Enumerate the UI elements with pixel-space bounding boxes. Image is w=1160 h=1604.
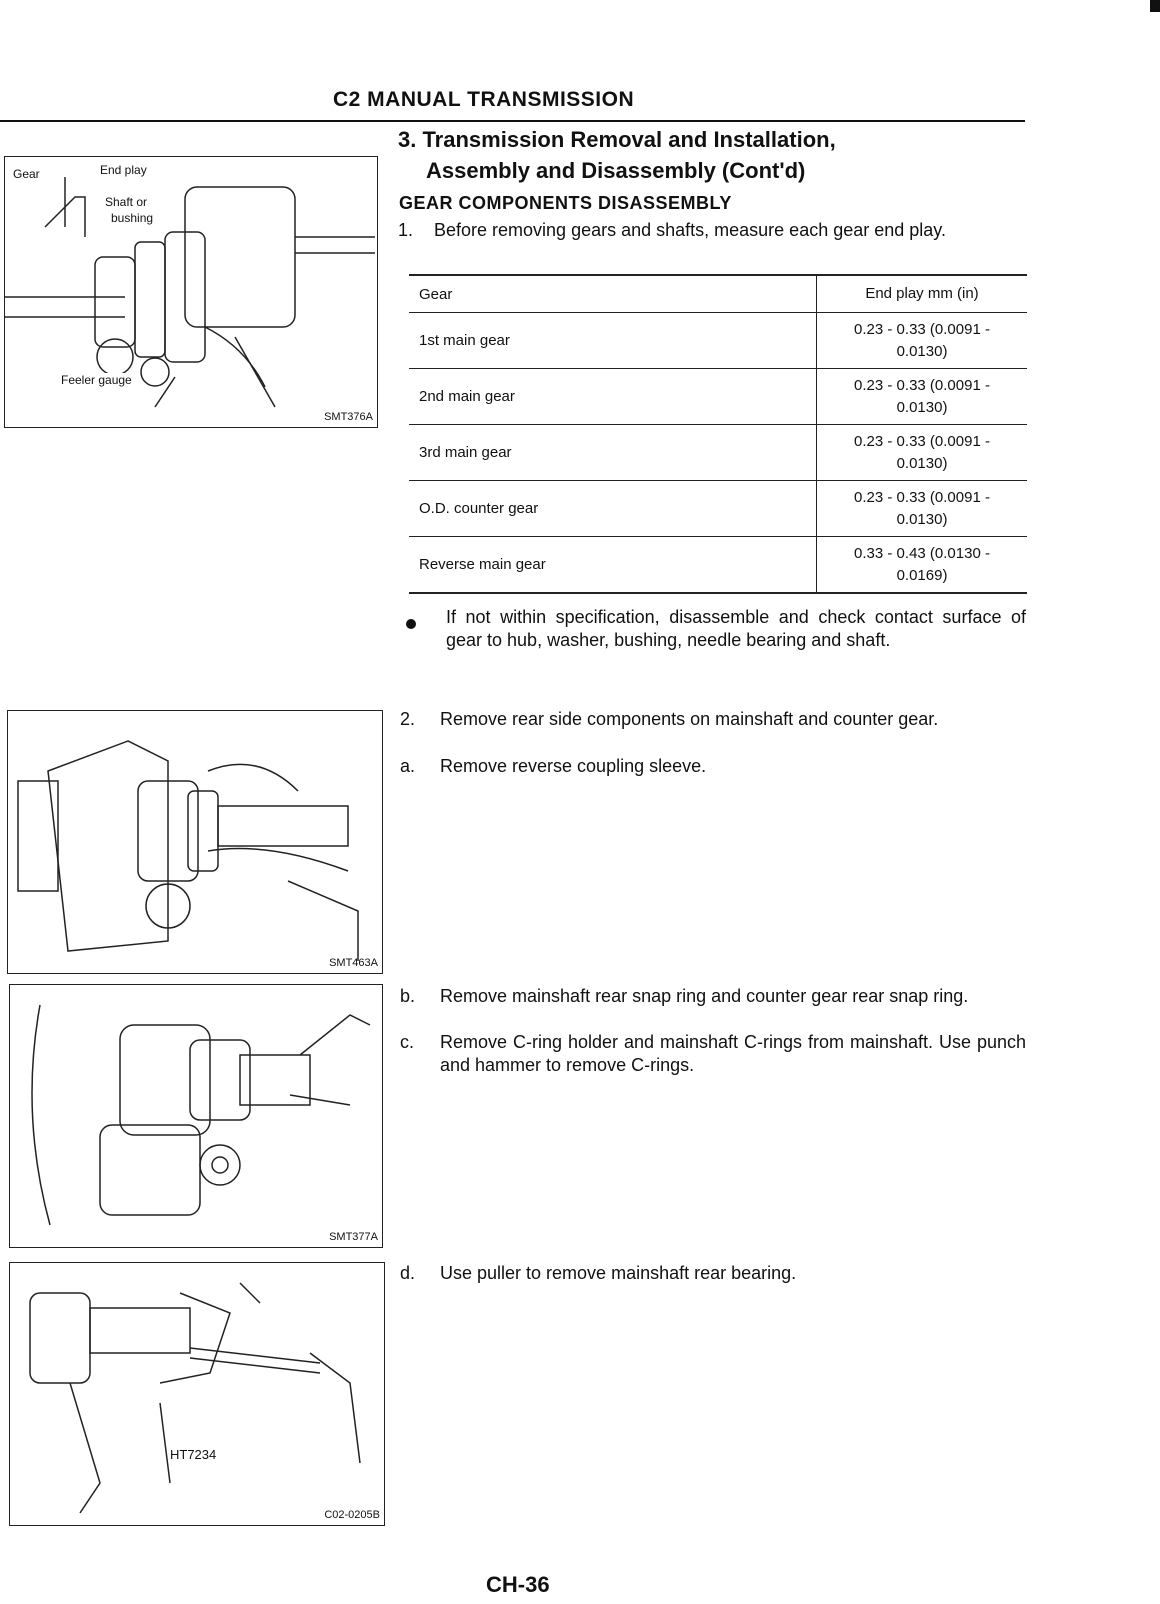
table-row bbox=[409, 313, 1027, 369]
table-row bbox=[409, 481, 1027, 537]
section-title-line1: 3. Transmission Removal and Installation, bbox=[398, 127, 836, 152]
puller-illustration bbox=[10, 1263, 384, 1525]
table-cell-end-play: 0.23 - 0.33 (0.0091 - 0.0130) bbox=[817, 425, 1028, 481]
end-play-table bbox=[409, 274, 1027, 594]
bullet-icon bbox=[406, 619, 416, 629]
step-c bbox=[400, 1031, 1026, 1077]
header-rule bbox=[0, 120, 1025, 122]
corner-mark bbox=[1150, 0, 1160, 12]
table-cell-gear: 2nd main gear bbox=[409, 369, 817, 425]
callout-bushing: bushing bbox=[111, 211, 154, 225]
step-1 bbox=[398, 219, 1026, 242]
table-cell-end-play: 0.23 - 0.33 (0.0091 - 0.0130) bbox=[817, 369, 1028, 425]
figure-snap-rings bbox=[9, 984, 383, 1248]
table-cell-gear: 3rd main gear bbox=[409, 425, 817, 481]
bullet-note bbox=[446, 606, 1026, 652]
step-1-text: Before removing gears and shafts, measure each gear end play. bbox=[434, 220, 946, 240]
figure-label: SMT377A bbox=[329, 1231, 378, 1243]
figure-label: SMT376A bbox=[324, 411, 373, 423]
table-row bbox=[409, 425, 1027, 481]
step-a bbox=[400, 755, 1026, 778]
table-cell-end-play: 0.23 - 0.33 (0.0091 - 0.0130) bbox=[817, 481, 1028, 537]
callout-end-play: End play bbox=[100, 163, 147, 177]
table-row bbox=[409, 537, 1027, 594]
table-header-row bbox=[409, 275, 1027, 313]
callout-shaft-or: Shaft or bbox=[105, 195, 148, 209]
table-cell-gear: Reverse main gear bbox=[409, 537, 817, 594]
table-cell-end-play: 0.33 - 0.43 (0.0130 - 0.0169) bbox=[817, 537, 1028, 594]
callout-special-tool: HT7234 bbox=[170, 1447, 217, 1462]
section-subtitle: GEAR COMPONENTS DISASSEMBLY bbox=[399, 193, 732, 213]
step-2-text: Remove rear side components on mainshaft and counter gear. bbox=[440, 709, 939, 729]
step-a-text: Remove reverse coupling sleeve. bbox=[440, 756, 707, 776]
figure-puller bbox=[9, 1262, 385, 1526]
coupling-sleeve-illustration bbox=[8, 711, 382, 973]
table-cell-gear: 1st main gear bbox=[409, 313, 817, 369]
callout-feeler-gauge: Feeler gauge bbox=[61, 373, 132, 387]
step-c-number: c. bbox=[400, 1032, 415, 1052]
step-2-number: 2. bbox=[400, 709, 416, 729]
step-b bbox=[400, 985, 1026, 1008]
table-row bbox=[409, 369, 1027, 425]
table-header-end-play: End play mm (in) bbox=[817, 275, 1028, 313]
step-c-text: Remove C-ring holder and mainshaft C-rings from mainshaft. Use punch and hammer to remove C-rings. bbox=[440, 1032, 1026, 1075]
table-cell-end-play: 0.23 - 0.33 (0.0091 - 0.0130) bbox=[817, 313, 1028, 369]
step-b-text: Remove mainshaft rear snap ring and counter gear rear snap ring. bbox=[440, 986, 969, 1006]
step-d bbox=[400, 1262, 1026, 1285]
section-title bbox=[398, 124, 836, 186]
page-header-title: C2 MANUAL TRANSMISSION bbox=[333, 88, 635, 111]
step-a-number: a. bbox=[400, 756, 416, 776]
step-d-number: d. bbox=[400, 1263, 416, 1283]
figure-reverse-coupling-sleeve bbox=[7, 710, 383, 974]
table-cell-gear: O.D. counter gear bbox=[409, 481, 817, 537]
step-2 bbox=[400, 708, 1026, 731]
figure-end-play-measurement bbox=[4, 156, 378, 428]
table-header-gear: Gear bbox=[409, 275, 817, 313]
section-title-line2: Assembly and Disassembly (Cont'd) bbox=[426, 158, 806, 183]
step-1-number: 1. bbox=[398, 220, 414, 240]
page-number: CH-36 bbox=[486, 1572, 550, 1597]
bullet-note-text: If not within specification, disassemble and check contact surface of gear to hub, washer, bushing, needle bearing and shaft. bbox=[446, 607, 1026, 650]
figure-label: C02-0205B bbox=[324, 1509, 380, 1521]
snap-ring-illustration bbox=[10, 985, 382, 1247]
figure-label: SMT463A bbox=[329, 957, 378, 969]
step-d-text: Use puller to remove mainshaft rear bearing. bbox=[440, 1263, 797, 1283]
step-b-number: b. bbox=[400, 986, 416, 1006]
callout-gear: Gear bbox=[13, 167, 40, 181]
